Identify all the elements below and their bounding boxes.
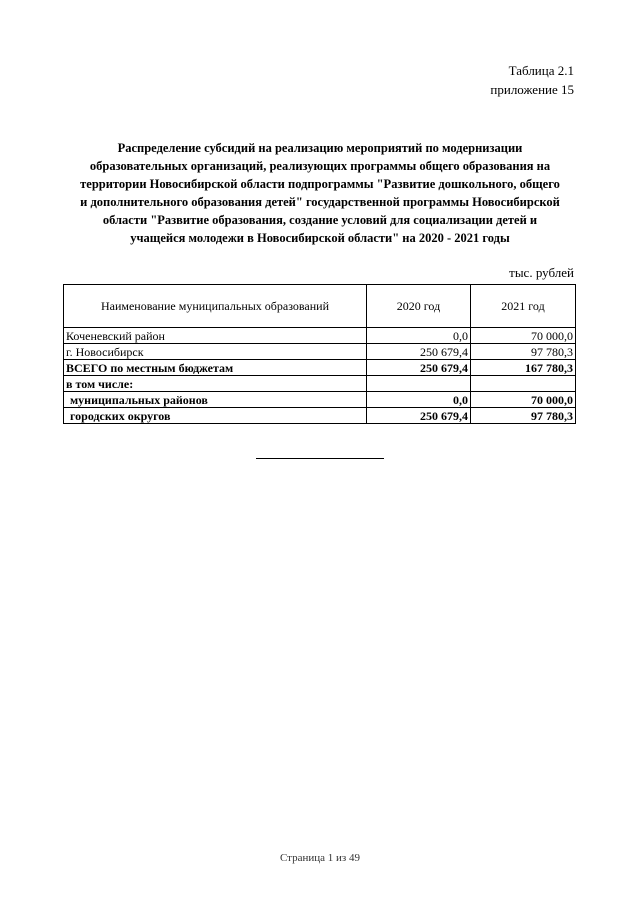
title-line: учащейся молодежи в Новосибирской области" на 2020 - 2021 годы xyxy=(130,231,510,245)
row-name: г. Новосибирск xyxy=(64,344,367,360)
column-header-2020: 2020 год xyxy=(367,285,471,328)
subsidy-table xyxy=(63,284,576,424)
separator-line xyxy=(256,458,384,459)
row-value-2021: 97 780,3 xyxy=(471,408,576,424)
row-name: муниципальных районов xyxy=(64,392,367,408)
row-value-2021: 70 000,0 xyxy=(471,328,576,344)
row-value-2020: 250 679,4 xyxy=(367,344,471,360)
table-total-row xyxy=(64,360,576,376)
row-name: ВСЕГО по местным бюджетам xyxy=(64,360,367,376)
title-line: территории Новосибирской области подпрограммы "Развитие дошкольного, общего xyxy=(80,177,560,191)
row-name: городских округов xyxy=(64,408,367,424)
appendix-label: приложение 15 xyxy=(490,82,574,97)
title-line: Распределение субсидий на реализацию мероприятий по модернизации xyxy=(117,141,523,155)
table-row xyxy=(64,392,576,408)
row-value-2021: 97 780,3 xyxy=(471,344,576,360)
column-header-2021: 2021 год xyxy=(471,285,576,328)
page-number: Страница 1 из 49 xyxy=(279,852,361,864)
document-title xyxy=(62,139,578,247)
title-line: образовательных организаций, реализующих программы общего образования на xyxy=(89,159,551,173)
row-name: Коченевский район xyxy=(64,328,367,344)
row-value-2021: 167 780,3 xyxy=(471,360,576,376)
row-value-2020 xyxy=(367,376,471,392)
row-value-2020: 0,0 xyxy=(367,392,471,408)
row-value-2021: 70 000,0 xyxy=(471,392,576,408)
row-value-2020: 250 679,4 xyxy=(367,360,471,376)
row-name: в том числе: xyxy=(64,376,367,392)
table-row xyxy=(64,408,576,424)
row-value-2021 xyxy=(471,376,576,392)
table-row xyxy=(64,344,576,360)
row-value-2020: 250 679,4 xyxy=(367,408,471,424)
table-header-row xyxy=(64,285,576,328)
row-value-2020: 0,0 xyxy=(367,328,471,344)
column-header-municipality: Наименование муниципальных образований xyxy=(64,285,367,328)
title-line: и дополнительного образования детей" государственной программы Новосибирской xyxy=(80,195,560,209)
title-line: области "Развитие образования, создание условий для социализации детей и xyxy=(102,213,538,227)
table-number-label: Таблица 2.1 xyxy=(508,63,574,78)
units-label: тыс. рублей xyxy=(509,265,574,280)
table-subheader-row xyxy=(64,376,576,392)
table-row xyxy=(64,328,576,344)
